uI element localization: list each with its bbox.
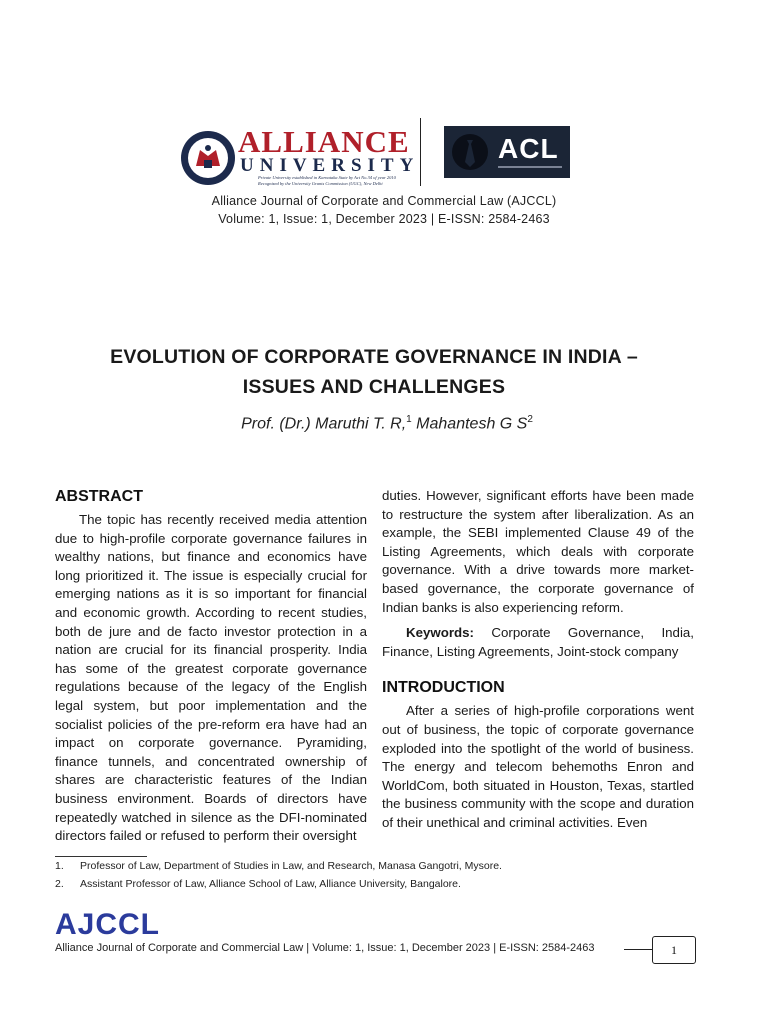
footnote-number: 2. — [55, 878, 64, 890]
abstract-heading: ABSTRACT — [55, 488, 143, 505]
university-name: ALLIANCE — [238, 124, 410, 159]
footnote-1 — [55, 860, 502, 872]
footnote-2 — [55, 878, 461, 890]
article-title-line-1: EVOLUTION OF CORPORATE GOVERNANCE IN INDIA – — [110, 346, 638, 368]
acl-fine-line — [498, 166, 562, 168]
footnote-text: Professor of Law, Department of Studies in Law, and Research, Manasa Gangotri, Mysore. — [80, 860, 502, 872]
keywords-label: Keywords: — [406, 625, 474, 641]
footnote-rule — [55, 856, 147, 857]
fine-print-line: Recognized by the University Grants Commission (UGC), New Delhi — [258, 180, 383, 186]
logo-divider — [420, 118, 421, 186]
keywords-paragraph — [382, 624, 694, 661]
author-footnote-ref[interactable]: 1 — [406, 414, 412, 425]
author-footnote-ref[interactable]: 2 — [527, 414, 533, 425]
left-column — [55, 487, 367, 846]
issue-info: Volume: 1, Issue: 1, December 2023 | E-ISSN: 2584-2463 — [218, 212, 550, 226]
fine-print-line: Private University established in Karnataka State by Act No.34 of year 2010 — [258, 175, 396, 180]
university-fine-print — [258, 175, 408, 187]
university-subname: UNIVERSITY — [240, 155, 420, 176]
abstract-continuation: duties. However, significant efforts have been made to restructure the system after liberalization. As an example, the SEBI implemented Clause 49 of the Listing Agreements, which deals with corporate governance. With a drive towards more market-based governance, the corporate governance of Indian banks is also experiencing reform. — [382, 488, 694, 615]
article-title-line-2: ISSUES AND CHALLENGES — [242, 376, 506, 398]
footer-journal-line: Alliance Journal of Corporate and Commercial Law | Volume: 1, Issue: 1, December 2023 | E-ISSN: 2584-2463 — [55, 942, 595, 954]
journal-name: Alliance Journal of Corporate and Commercial Law (AJCCL) — [211, 194, 557, 208]
acl-logo-text: ACL — [498, 133, 559, 164]
footer-rule — [624, 949, 652, 950]
abstract-text: The topic has recently received media attention due to high-profile corporate governance failures in wealthy nations, but finance and economics have long prioritized it. The issue is especially crucial for emerging nations as it is so important for financial and economic growth. According to recent studies, both de jure and de facto investor protection in a nation are crucial for its financial prosperity. India has some of the greatest corporate governance regulations because of the legacy of the English legal system, but poor implementation and the socialist policies of the pre-reform era have had an impact on corporate governance. Pyramiding, finance tunnels, and concentrated ownership of shares are characteristic features of the Indian business environment. Boards of directors have repeatedly watched in silence as the DFI-nominated directors failed or refused to perform their oversight — [55, 512, 367, 844]
article-authors — [0, 414, 768, 433]
right-column — [382, 487, 694, 833]
keywords-text: Corporate Governance, India, Finance, Listing Agreements, Joint-stock company — [382, 625, 694, 659]
author-name: Prof. (Dr.) Maruthi T. R, — [241, 415, 407, 433]
footnote-text: Assistant Professor of Law, Alliance School of Law, Alliance University, Bangalore. — [80, 878, 461, 890]
header-logos — [0, 110, 768, 200]
footnote-number: 1. — [55, 860, 64, 872]
acl-emblem-icon — [452, 134, 488, 170]
introduction-heading: INTRODUCTION — [382, 679, 505, 697]
introduction-text: After a series of high-profile corporations went out of business, the topic of corporate governance exploded into the spotlight of the world of business. The energy and telecom behemoths Enron and WorldCom, both situated in Houston, Texas, startled the business community with the scope and duration of their unethical and criminal activities. Even — [382, 703, 694, 830]
author-name: Mahantesh G S — [416, 415, 528, 433]
acl-logo — [444, 126, 570, 178]
page-number: 1 — [652, 936, 696, 964]
university-seal-icon — [180, 130, 236, 186]
journal-abbreviation: AJCCL — [55, 908, 161, 941]
